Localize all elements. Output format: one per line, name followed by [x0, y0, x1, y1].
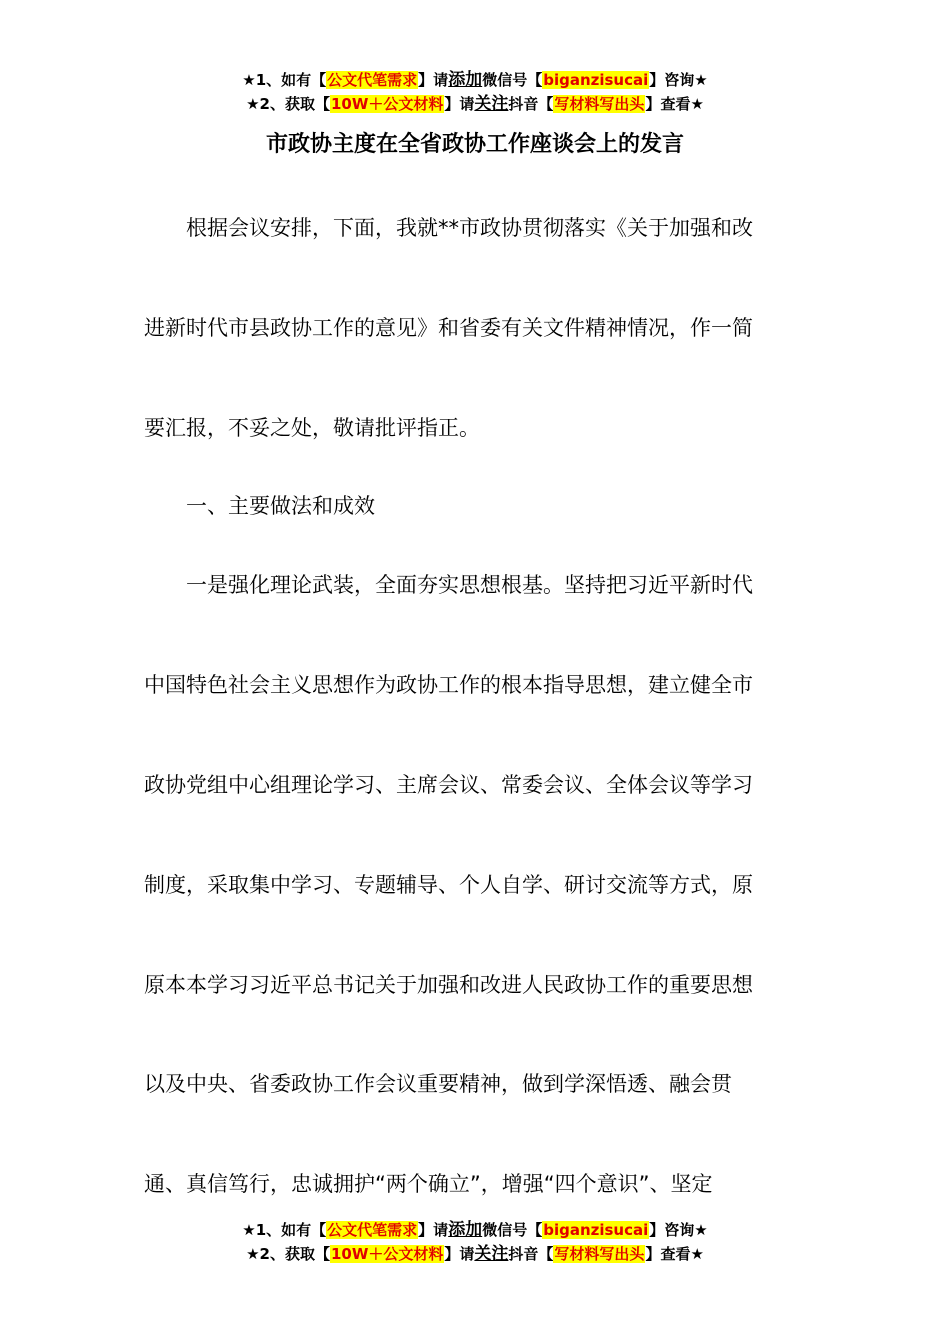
body-line: 进新时代市县政协工作的意见》和省委有关文件精神情况，作一简	[144, 316, 753, 340]
body-line: 政协党组中心组理论学习、主席会议、常委会议、全体会议等学习	[144, 773, 753, 797]
section-heading: 一、主要做法和成效	[186, 494, 375, 518]
star-icon: ★	[246, 95, 260, 113]
banner-wechat-id: biganzisucai	[543, 71, 649, 89]
body-line: 中国特色社会主义思想作为政协工作的根本指导思想，建立健全市	[144, 673, 753, 697]
body-line: 根据会议安排，下面，我就**市政协贯彻落实《关于加强和改	[186, 216, 753, 240]
body-line: 一是强化理论武装，全面夯实思想根基。坚持把习近平新时代	[186, 573, 753, 597]
footer-banner	[0, 1218, 950, 1266]
banner-highlight: 10W＋公文材料	[330, 95, 444, 113]
star-icon: ★	[242, 1221, 256, 1239]
banner-highlight: 写材料写出头	[554, 1245, 645, 1263]
banner-line-1: ★1、如有【公文代笔需求】请添加微信号【biganzisucai】咨询★	[242, 70, 708, 90]
body-line: 要汇报，不妥之处，敬请批评指正。	[144, 416, 480, 440]
star-icon: ★	[690, 95, 704, 113]
star-icon: ★	[246, 1245, 260, 1263]
banner-highlight: 10W＋公文材料	[330, 1245, 444, 1263]
banner-wechat-id: biganzisucai	[543, 1221, 649, 1239]
star-icon: ★	[690, 1245, 704, 1263]
banner-line-2: ★2、获取【10W＋公文材料】请关注抖音【写材料写出头】查看★	[246, 1244, 704, 1264]
body-line: 通、真信笃行，忠诚拥护“两个确立”，增强“四个意识”、坚定	[144, 1172, 713, 1196]
banner-highlight: 公文代笔需求	[327, 1221, 418, 1239]
star-icon: ★	[694, 71, 708, 89]
banner-highlight: 公文代笔需求	[327, 71, 418, 89]
banner-line-2: ★2、获取【10W＋公文材料】请关注抖音【写材料写出头】查看★	[246, 94, 704, 114]
document-title: 市政协主度在全省政协工作座谈会上的发言	[265, 132, 684, 157]
star-icon: ★	[242, 71, 256, 89]
banner-line-1: ★1、如有【公文代笔需求】请添加微信号【biganzisucai】咨询★	[242, 1220, 708, 1240]
body-line: 制度，采取集中学习、专题辅导、个人自学、研讨交流等方式，原	[144, 873, 753, 897]
header-banner	[0, 68, 950, 116]
banner-highlight: 写材料写出头	[554, 95, 645, 113]
star-icon: ★	[694, 1221, 708, 1239]
body-line: 以及中央、省委政协工作会议重要精神，做到学深悟透、融会贯	[144, 1072, 732, 1096]
body-line: 原本本学习习近平总书记关于加强和改进人民政协工作的重要思想	[144, 973, 753, 997]
